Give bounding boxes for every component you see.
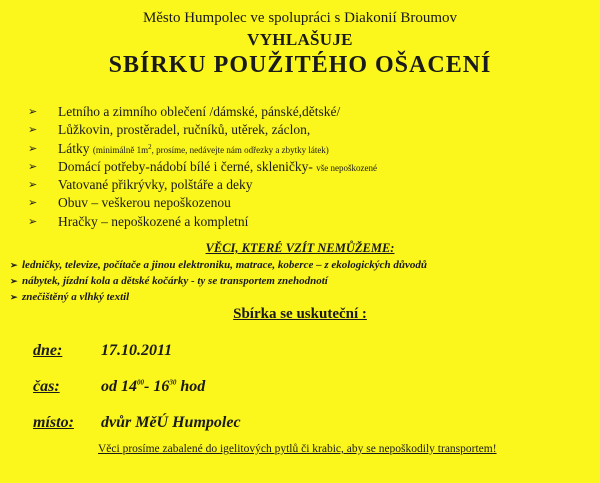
poster-title: SBÍRKU POUŽITÉHO OŠACENÍ — [108, 52, 492, 78]
date-label: dne: — [33, 342, 63, 359]
arrow-bullet-icon: ➢ — [28, 124, 38, 137]
list-item-text: Letního a zimního oblečení /dámské, pánské,dětské/ — [58, 104, 341, 119]
list-item — [28, 214, 377, 230]
list-item — [28, 122, 377, 138]
arrow-bullet-icon: ➢ — [28, 197, 38, 210]
list-item-text: nábytek, jízdní kola a dětské kočárky - ty se transportem znehodnotí — [22, 275, 328, 287]
arrow-bullet-icon: ➢ — [28, 142, 38, 155]
arrow-bullet-icon: ➢ — [28, 160, 38, 173]
list-item — [28, 104, 377, 120]
place-value: dvůr MěÚ Humpolec — [101, 414, 241, 431]
not-accepted-heading: VĚCI, KTERÉ VZÍT NEMŮŽEME: — [205, 241, 395, 255]
announce-line: VYHLAŠUJE — [247, 30, 353, 49]
time-row — [33, 378, 205, 396]
list-item — [10, 258, 427, 272]
latky-note: (minimálně $1m^2$, prosíme, nedávejte nám odřezky a zbytky látek) — [92, 142, 329, 155]
list-item-text: Vatované přikrývky, polštáře a deky — [58, 177, 253, 193]
place-label: místo: — [33, 414, 74, 431]
list-item-text: Obuv – veškerou nepoškozenou — [58, 195, 231, 211]
time-label: čas: — [33, 378, 60, 395]
arrow-bullet-icon: ➢ — [10, 276, 18, 286]
accepted-items-list — [28, 104, 377, 232]
list-item-text: Domácí potřeby-nádobí bílé i černé, skleničky- — [58, 158, 313, 174]
list-item-suffix: vše nepoškozené — [316, 162, 378, 173]
time-value: od $14^{00}-$ $16^{30}$ hod — [101, 378, 206, 395]
packing-note: Věci prosíme zabalené do igelitových pytlů či krabic, aby se nepoškodily transportem! — [98, 443, 497, 455]
organizer-line: Město Humpolec ve spolupráci s Diakonií Broumov — [142, 10, 458, 26]
arrow-bullet-icon: ➢ — [28, 106, 38, 118]
list-item — [10, 274, 427, 288]
date-row — [33, 342, 172, 360]
arrow-bullet-icon: ➢ — [28, 215, 38, 228]
arrow-bullet-icon: ➢ — [10, 260, 18, 270]
list-item-text: Hračky – nepoškozené a kompletní — [58, 213, 249, 229]
arrow-bullet-icon: ➢ — [10, 292, 18, 302]
list-item-text: Lůžkovin, prostěradel, ručníků, utěrek, záclon, — [58, 122, 311, 138]
place-row — [33, 414, 241, 432]
list-item-text: Látky — [58, 140, 90, 156]
arrow-bullet-icon: ➢ — [28, 179, 38, 192]
not-accepted-list — [10, 258, 427, 306]
list-item — [10, 290, 427, 304]
list-item-text: ledničky, televize, počítače a jinou elektroniku, matrace, koberce – z ekologických důvodů — [22, 259, 427, 271]
list-item — [28, 159, 377, 175]
date-value: 17.10.2011 — [101, 342, 173, 359]
list-item — [28, 195, 377, 211]
collection-heading: Sbírka se uskuteční : — [233, 306, 367, 322]
list-item — [28, 177, 377, 193]
list-item — [28, 141, 377, 157]
list-item-text: znečištěný a vlhký textil — [22, 291, 130, 303]
